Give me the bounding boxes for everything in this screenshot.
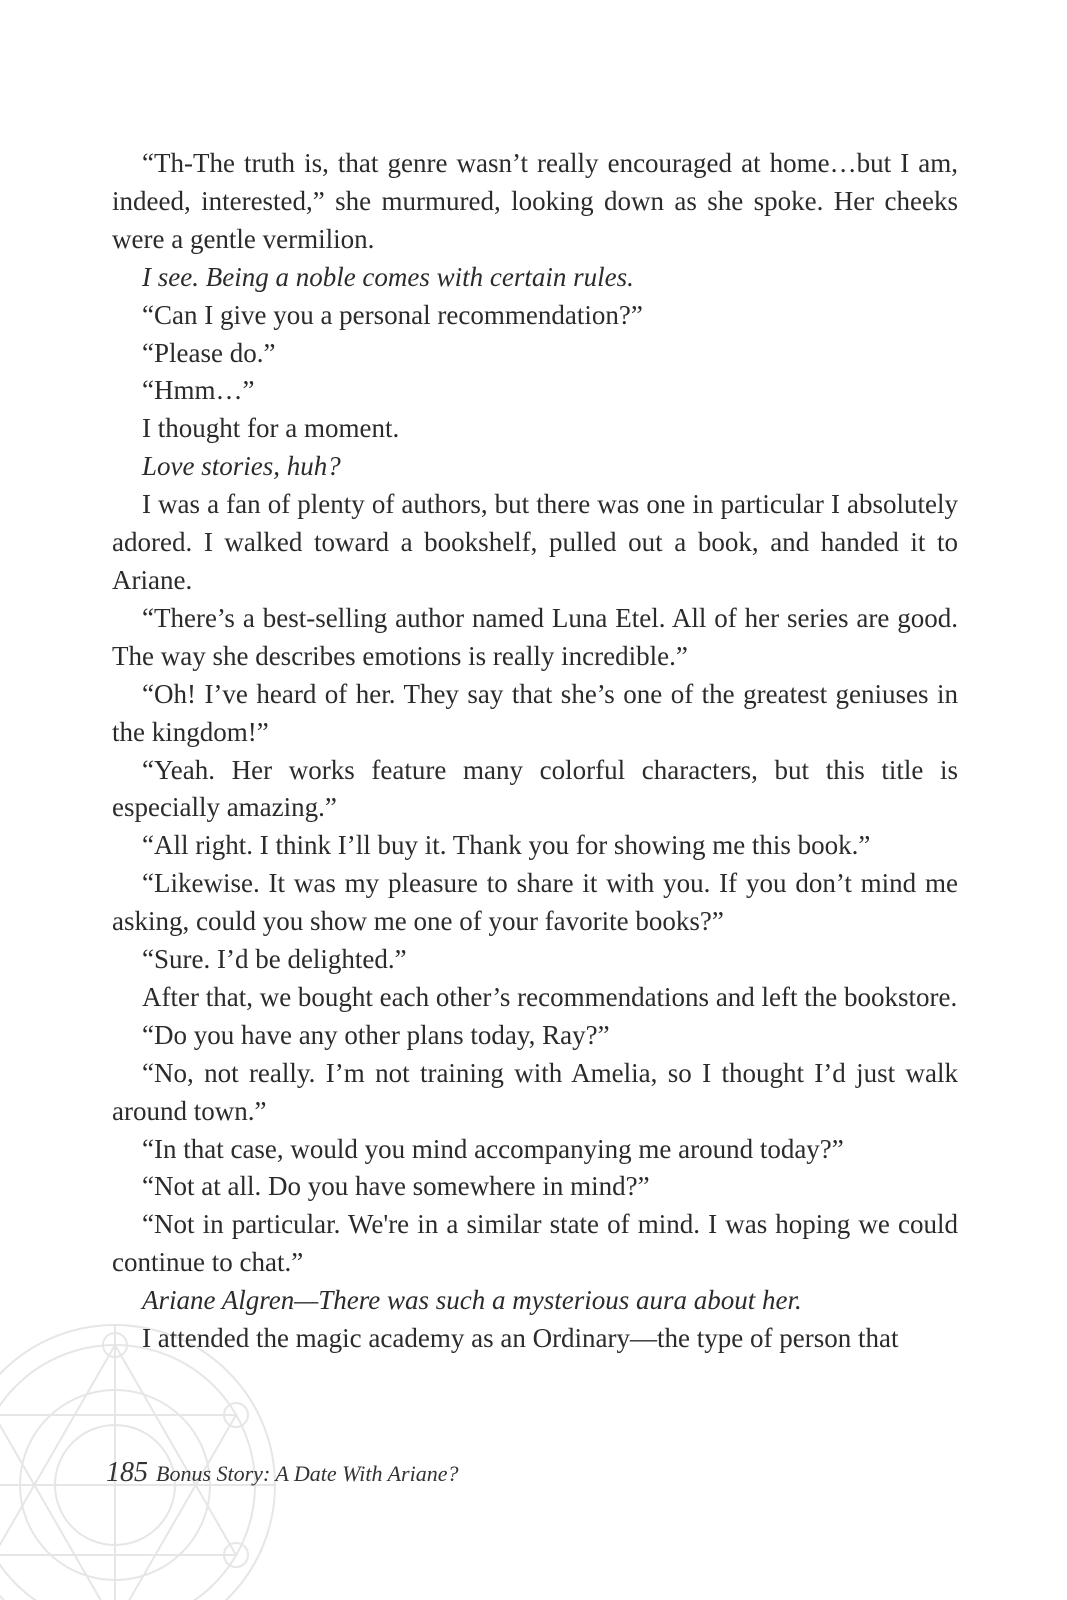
page-number: 185 <box>106 1457 148 1488</box>
paragraph: I thought for a moment. <box>142 413 400 444</box>
paragraph: “No, not really. I’m not training with Amelia, so I thought I’d just walk around town.” <box>112 1057 958 1126</box>
paragraph: “There’s a best-selling author named Luna Etel. All of her series are good. The way she describes emotions is really incredible.” <box>112 602 958 671</box>
paragraph: “Not in particular. We're in a similar state of mind. I was hoping we could continue to chat.” <box>112 1209 958 1278</box>
paragraph: “In that case, would you mind accompanying me around today?” <box>142 1133 844 1164</box>
paragraph: Ariane Algren—There was such a mysterious aura about her. <box>142 1285 802 1316</box>
paragraph: Love stories, huh? <box>142 451 341 482</box>
paragraph: “Can I give you a personal recommendation?” <box>142 299 643 330</box>
paragraph: “Not at all. Do you have somewhere in mind?” <box>142 1171 650 1202</box>
paragraph: “Likewise. It was my pleasure to share it with you. If you don’t mind me asking, could you show me one of your favorite books?” <box>112 868 958 937</box>
paragraph: “Do you have any other plans today, Ray?” <box>142 1019 610 1050</box>
page-footer <box>106 1457 459 1489</box>
paragraph: “Hmm…” <box>142 375 255 406</box>
paragraph: I was a fan of plenty of authors, but there was one in particular I absolutely adored. I walked toward a bookshelf, pulled out a book, and handed it to Ariane. <box>112 489 958 595</box>
paragraph: “Th-The truth is, that genre wasn’t really encouraged at home…but I am, indeed, interested,” she murmured, looking down as she spoke. Her cheeks were a gentle vermilion. <box>112 148 958 254</box>
paragraph: I attended the magic academy as an Ordinary—the type of person that <box>142 1323 899 1354</box>
chapter-title: Bonus Story: A Date With Ariane? <box>156 1461 459 1486</box>
paragraph: “Yeah. Her works feature many colorful characters, but this title is especially amazing.” <box>112 754 958 823</box>
paragraph: After that, we bought each other’s recommendations and left the bookstore. <box>142 981 958 1012</box>
body-text <box>112 145 958 1358</box>
paragraph: “Oh! I’ve heard of her. They say that she’s one of the greatest geniuses in the kingdom!” <box>112 678 958 747</box>
paragraph: “Sure. I’d be delighted.” <box>142 944 407 975</box>
paragraph: “All right. I think I’ll buy it. Thank you for showing me this book.” <box>142 830 871 861</box>
paragraph: I see. Being a noble comes with certain rules. <box>142 261 634 292</box>
paragraph: “Please do.” <box>142 337 276 368</box>
